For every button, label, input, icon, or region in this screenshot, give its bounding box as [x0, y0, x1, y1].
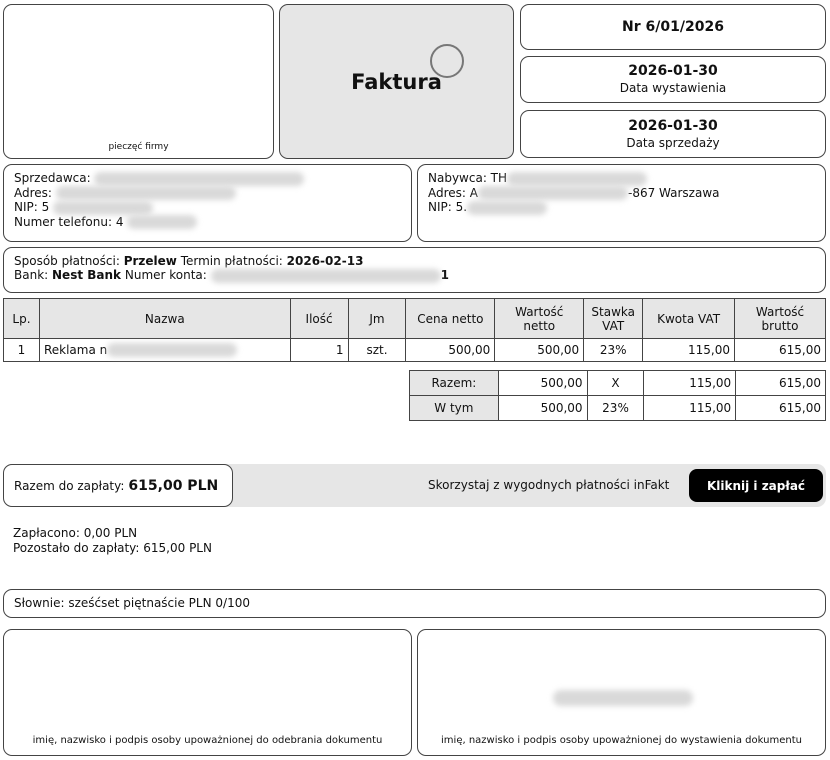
- totals-rate: X: [587, 371, 644, 396]
- remaining-amount: Pozostało do zapłaty: 615,00 PLN: [13, 541, 212, 555]
- totals-table: [409, 370, 826, 421]
- totals-gross: 615,00: [736, 371, 826, 396]
- totals-row: [410, 371, 826, 396]
- cell-lp: 1: [4, 339, 40, 362]
- cell-net-value: 500,00: [495, 339, 584, 362]
- payment-status: [13, 526, 212, 556]
- issue-date: 2026-01-30: [628, 63, 718, 79]
- invoice-title: Faktura: [351, 69, 442, 94]
- infakt-promo-text: Skorzystaj z wygodnych płatności inFakt: [428, 478, 670, 492]
- invoice-number: Nr 6/01/2026: [622, 19, 724, 35]
- payment-bar: [3, 464, 826, 507]
- table-row: [4, 339, 826, 362]
- table-header-row: [4, 299, 826, 339]
- paid-amount: Zapłacono: 0,00 PLN: [13, 526, 138, 540]
- seller-section: [3, 164, 412, 242]
- col-header-vat-rate: Stawka VAT: [584, 299, 643, 339]
- company-stamp-area: [3, 4, 274, 159]
- col-header-vat-amount: Kwota VAT: [643, 299, 735, 339]
- amount-due-box: [3, 464, 233, 507]
- col-header-name: Nazwa: [39, 299, 290, 339]
- payment-method-line: Sposób płatności: Przelew Termin płatności: 2026-02-13: [14, 254, 364, 268]
- amount-due-label: Razem do zapłaty:: [14, 478, 125, 493]
- receiver-signature-caption: imię, nazwisko i podpis osoby upoważnionej do odebrania dokumentu: [32, 735, 383, 746]
- title-box: [279, 4, 514, 159]
- totals-vat: 115,00: [644, 371, 736, 396]
- cell-name: Reklama n: [39, 339, 290, 362]
- cell-vat-rate: 23%: [584, 339, 643, 362]
- sale-date: 2026-01-30: [628, 118, 718, 134]
- stamp-caption: pieczęć firmy: [108, 142, 169, 152]
- buyer-address-line: Adres: A -867 Warszawa: [428, 185, 720, 200]
- items-table: [3, 298, 826, 362]
- cursor-indicator-icon: [430, 44, 464, 78]
- issue-date-box: [520, 56, 826, 103]
- sale-date-label: Data sprzedaży: [626, 136, 720, 150]
- buyer-nip-line: NIP: 5.: [428, 200, 815, 215]
- totals-net: 500,00: [498, 371, 587, 396]
- amount-in-words: Słownie: sześćset piętnaście PLN 0/100: [3, 589, 826, 618]
- seller-nip-line: NIP: 5: [14, 200, 401, 215]
- sale-date-box: [520, 110, 826, 158]
- issue-date-label: Data wystawienia: [619, 81, 727, 95]
- col-header-unit: Jm: [348, 299, 406, 339]
- cell-gross-value: 615,00: [735, 339, 826, 362]
- issuer-signature-blur: [553, 690, 693, 706]
- seller-name-line: Sprzedawca:: [14, 171, 401, 186]
- amount-due-value: 615,00 PLN: [128, 477, 219, 494]
- totals-rate: 23%: [587, 396, 644, 421]
- totals-net: 500,00: [498, 396, 587, 421]
- cell-qty: 1: [290, 339, 348, 362]
- cell-unit: szt.: [348, 339, 406, 362]
- totals-label: W tym: [410, 396, 499, 421]
- totals-gross: 615,00: [736, 396, 826, 421]
- col-header-qty: Ilość: [290, 299, 348, 339]
- issuer-signature-caption: imię, nazwisko i podpis osoby upoważnionej do wystawienia dokumentu: [441, 735, 802, 746]
- seller-address-line: Adres:: [14, 186, 401, 201]
- buyer-name-line: Nabywca: TH: [428, 171, 815, 186]
- totals-vat: 115,00: [644, 396, 736, 421]
- issuer-signature-box: [417, 629, 826, 756]
- payment-info: [3, 247, 826, 293]
- seller-phone-line: Numer telefonu: 4: [14, 215, 401, 230]
- totals-row: [410, 396, 826, 421]
- totals-label: Razem:: [410, 371, 499, 396]
- bank-line: Bank: Nest Bank Numer konta: 1: [14, 268, 450, 282]
- col-header-net-value: Wartość netto: [495, 299, 584, 339]
- col-header-gross-value: Wartość brutto: [735, 299, 826, 339]
- col-header-lp: Lp.: [4, 299, 40, 339]
- pay-now-button[interactable]: Kliknij i zapłać: [689, 469, 823, 502]
- buyer-section: [417, 164, 826, 242]
- cell-net-price: 500,00: [406, 339, 495, 362]
- col-header-net-price: Cena netto: [406, 299, 495, 339]
- receiver-signature-box: [3, 629, 412, 756]
- cell-vat-amount: 115,00: [643, 339, 735, 362]
- invoice-number-box: [520, 4, 826, 50]
